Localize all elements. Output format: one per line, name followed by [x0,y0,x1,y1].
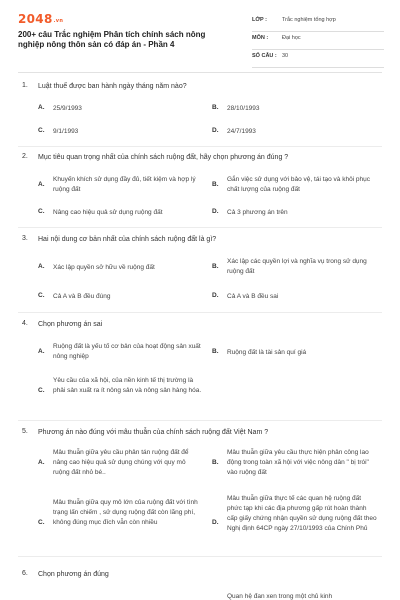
question-text: Hai nội dung cơ bản nhất của chính sách ruộng đất là gì? [38,236,217,243]
question-text: Chọn phương án đúng [38,571,109,578]
header-divider [18,72,382,73]
meta-row-subject: MÔN : Đại học [252,32,384,50]
question-text: Mục tiêu quan trọng nhất của chính sách ruộng đất, hãy chọn phương án đúng ? [38,154,289,161]
question-separator [18,146,382,147]
question-text: Phương án nào đúng với mâu thuẫn của chính sách ruộng đất Việt Nam ? [38,429,269,436]
meta-row-count: SỐ CÂU : 30 [252,50,384,68]
question-separator [18,312,382,313]
meta-info [252,14,384,68]
document-title: 200+ câu Trắc nghiệm Phân tích chính sách nông nghiệp nông thôn sản có đáp án - Phần 4 [18,30,206,49]
meta-row-class: LỚP : Trắc nghiệm tổng hợp [252,14,384,32]
document-header [0,0,400,72]
question-separator [18,227,382,228]
question-text: Luật thuế được ban hành ngày tháng năm nào? [38,83,187,90]
question-text: Chọn phương án sai [38,321,103,328]
question-separator [18,420,382,421]
document-page: 2048.vn 200+ câu Trắc nghiệm Phân tích chính sách nông nghiệp nông thôn sản có đáp án - Phần 4 LỚP : Trắc nghiệm tổng hợp MÔN : Đại học SỐ CÂU : 30 1. Luật thuế được ban hành ngày tháng năm nào? A. 25/9/1993 B. 28/10/1993 C. 9/1/1993 D. 24/7/1993 2. Mục tiêu quan trọng nhất của chính sách ruộng đất, hãy chọn phương án đúng ? A. Khuyến khích sử dụng đầy đủ, tiết kiệm và hợp lý ruộng đất B. Gắn việc sử dụng với bảo vệ, tái tạo và khôi phục chất lượng của ruộng đất C. Nâng cao hiệu quả sử dụng ruộng đất D. Cả 3 phương án trên 3. Hai nội dung cơ bản nhất của chính sách ruộng đất là gì? A. Xác lập quyền sở hữu về ruộng đất B. Xác lập các quyền lợi và nghĩa vụ trong sử dụng ruộng đất C. Cả A và B đều đúng D. Cả A và B đều sai 4. Chọn phương án sai A. Ruộng đất là yếu tố cơ bản của hoạt động sản xuất nông nghiệp B. Ruộng đất là tài sản quí giá C. Yêu cầu của xã hội, của nền kinh tế thị trường là phải sản xuất ra ít nông sản và nông sản hàng hóa. 5. Phương án nào đúng với mâu thuẫn của chính sách ruộng đất Việt Nam ? A. Mâu thuẫn giữa yêu cầu phân tán ruộng đất để nâng cao hiệu quả sử dụng chúng với quy mô ruộng đất nhỏ bé.. B. Mâu thuẫn giữa yêu cầu thực hiện phân công lao động trong toàn xã hội với việc nông dân " bị trói" vào ruộng đất C. Mâu thuẫn giữa quy mô lớn của ruộng đất với tình trạng lấn chiếm , sử dụng ruộng đất còn lãng phí, không đúng mục đích vẫn còn nhiều D. Mâu thuẫn giữa thực tế các quan hệ ruộng đất phức tạp khi các địa phương gấp rút hoàn thành cấp giấy chứng nhận quyền sử dụng ruộng đất theo Nghị định 64CP ngày 27/10/1993 của Chính Phủ 6. Chọn phương án đúng Quan hệ đan xen trong một chủ kinh [0,0,400,600]
question-separator [18,556,382,557]
site-logo[interactable]: 2048.vn [18,12,64,26]
